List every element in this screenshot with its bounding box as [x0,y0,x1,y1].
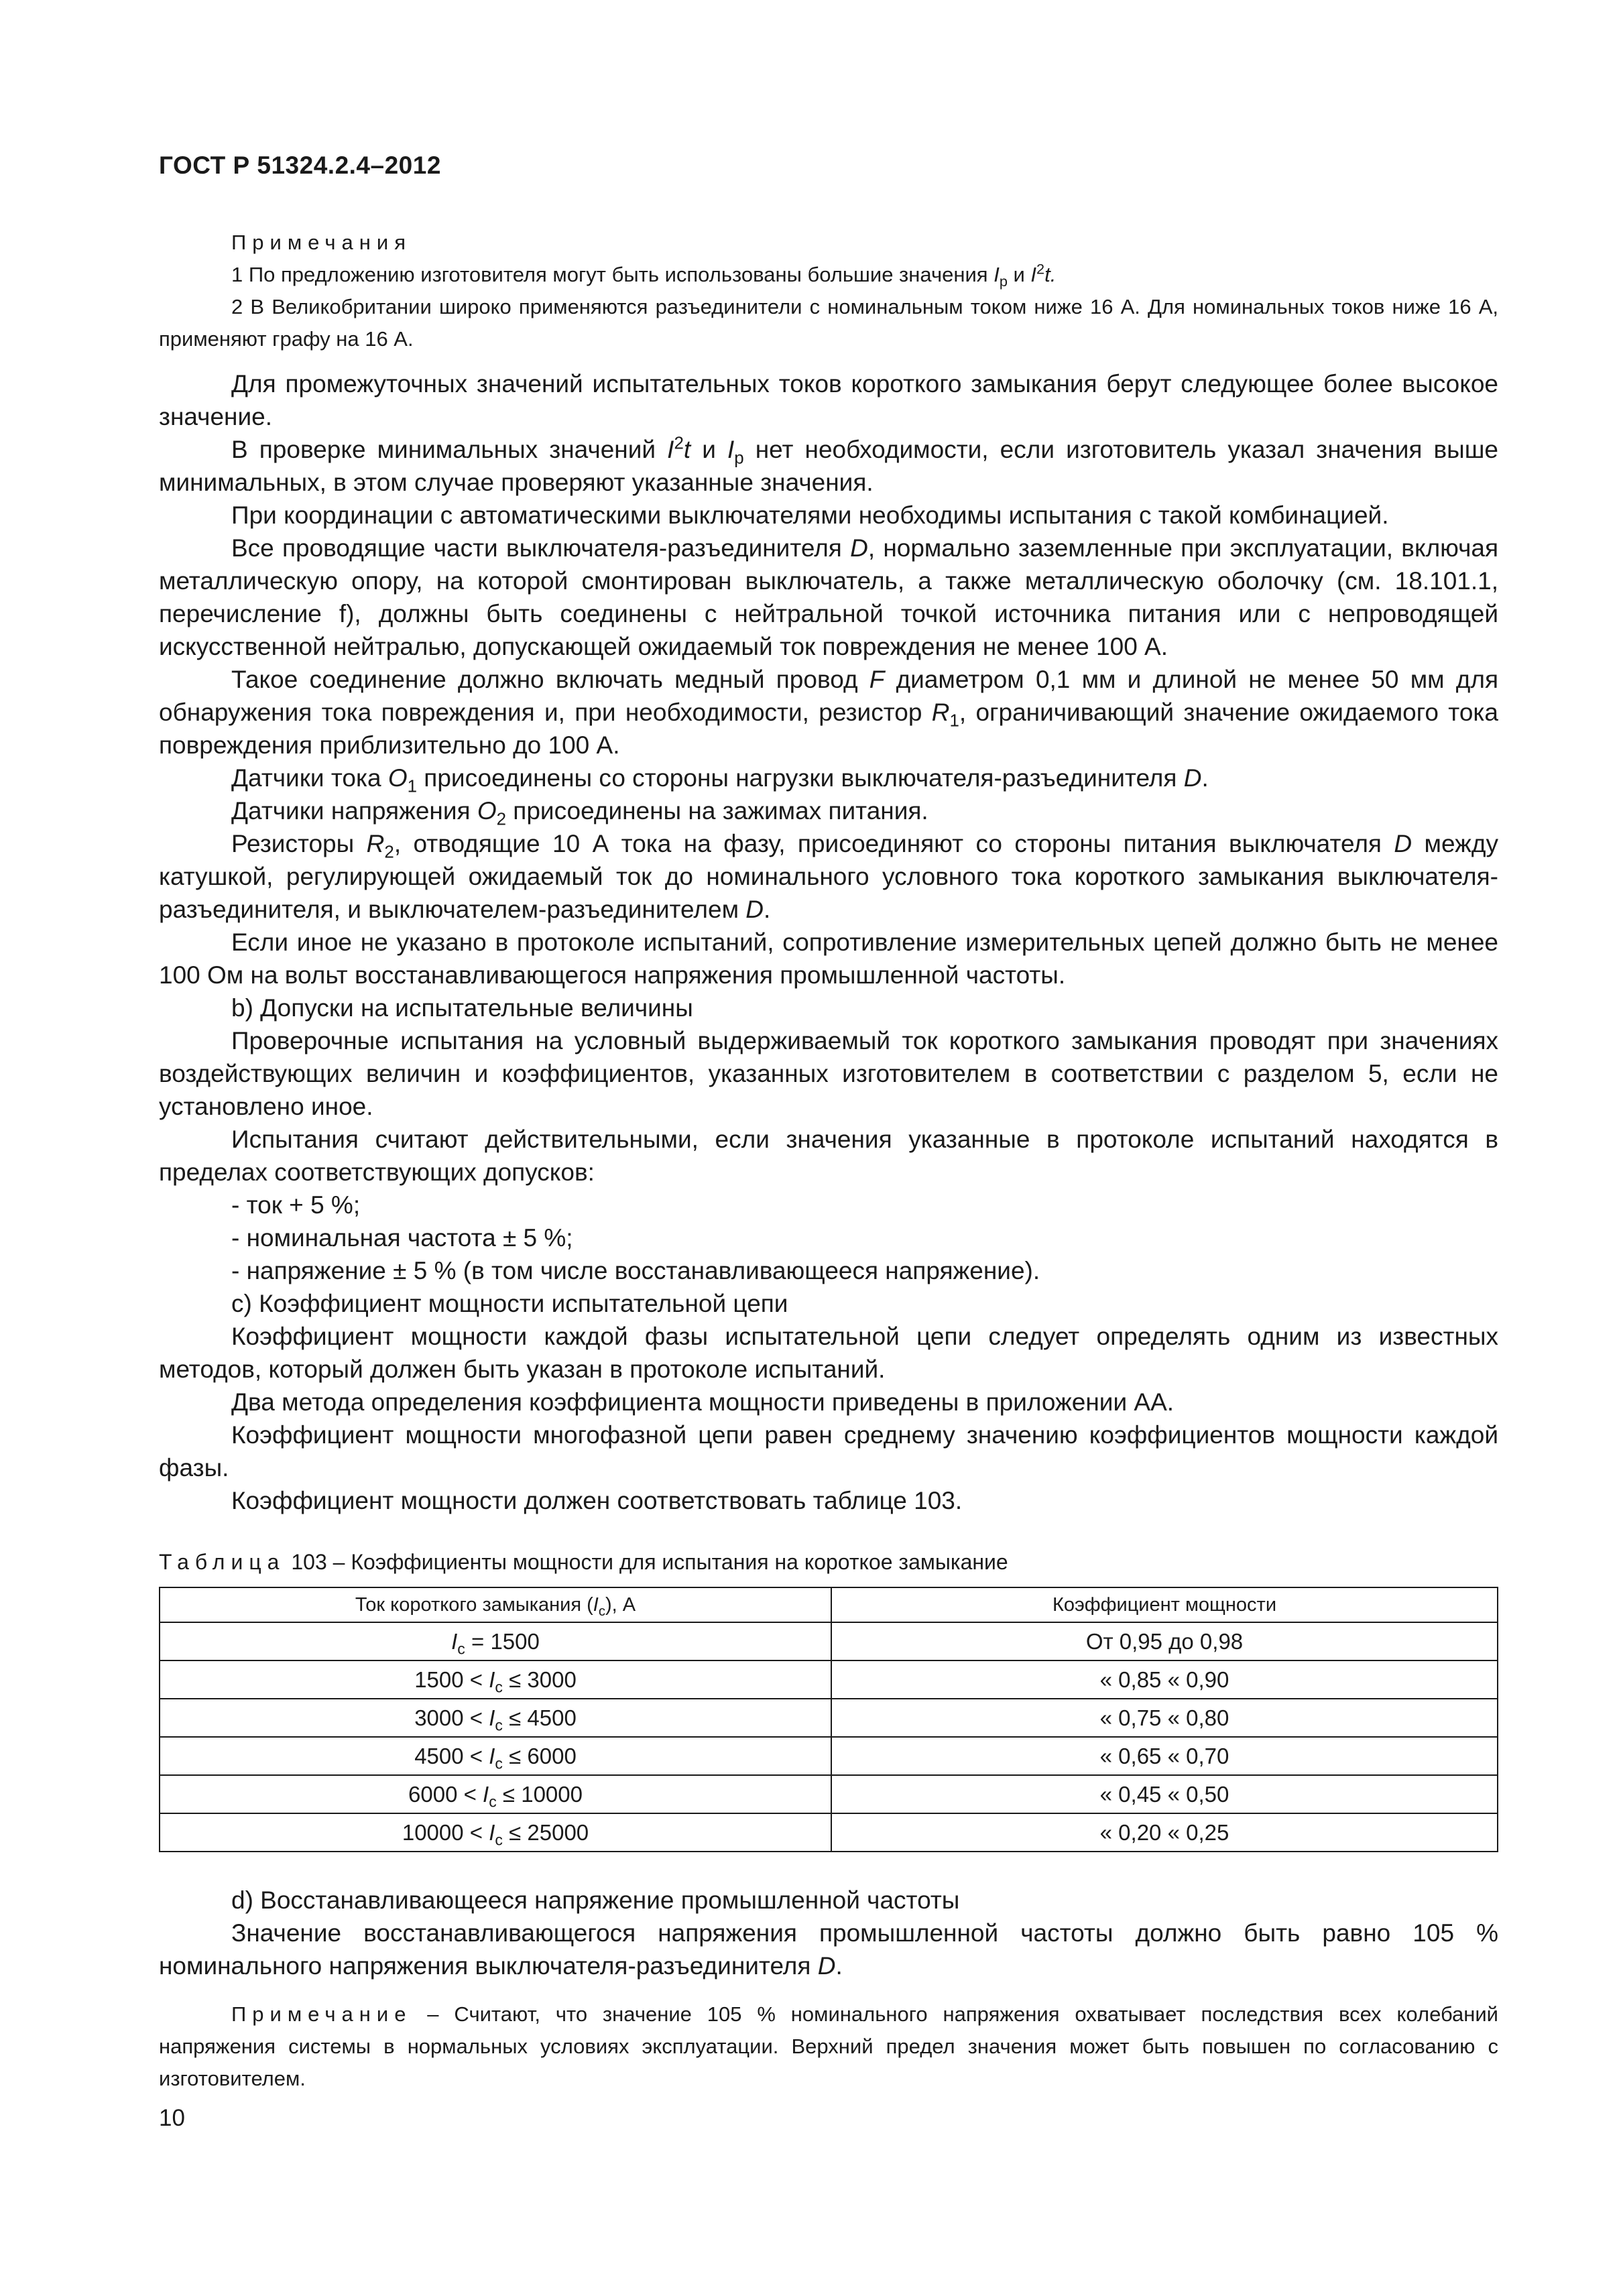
paragraph: При координации с автоматическими выключателями необходимы испытания с такой комбинацией. [231,501,1389,529]
paragraph: Датчики тока $O_1$ присоединены со стороны нагрузки выключателя-разъединителя D. [231,764,1209,796]
paragraph: Резисторы $R_2$, отводящие 10 А тока на фазу, присоединяют со стороны питания выключателя D между катушкой, регулирующей ожидаемый ток до номинального условного тока короткого замыкания выключателя-разъединителя, и выключателем-разъединителем D. [159,830,1498,923]
note-bottom: Примечание – Считают, что значение 105 % номинального напряжения охватывает последствия всех колебаний напряжения системы в нормальных условиях эксплуатации. Верхний предел значения может быть повышен по согласованию с изготовителем. [159,2002,1498,2090]
paragraph: Значение восстанавливающегося напряжения промышленной частоты должно быть равно 105 % номинального напряжения выключателя-разъединителя D. [159,1919,1498,1980]
notes-title: Примечания [231,231,412,254]
table-caption: Таблица 103 – Коэффициенты мощности для испытания на короткое замыкание [159,1550,1008,1574]
table-cell-current: $10000 < I_c \le 25000$ [160,1813,831,1852]
column-header-current: Ток короткого замыкания $(I_c)$, А [160,1587,831,1622]
list-item: - номинальная частота ± 5 %; [231,1224,573,1252]
list-item: - напряжение ± 5 % (в том числе восстанавливающееся напряжение). [231,1257,1040,1284]
table-cell-power-factor: « 0,85 « 0,90 [831,1660,1498,1699]
note-2: 2 В Великобритании широко применяются разъединители с номинальным током ниже 16 А. Для номинальных токов ниже 16 А, применяют графу на 16 А. [159,295,1498,351]
power-factor-table [159,1587,1498,1852]
table-cell-current: $I_c = 1500$ [160,1622,831,1660]
note-1: 1 По предложению изготовителя могут быть использованы большие значения $I_p$ и $I^2t$. [231,260,1057,290]
table-row [160,1775,1498,1813]
paragraph: В проверке минимальных значений $I^2t$ и $I_p$ нет необходимости, если изготовитель указал значения выше минимальных, в этом случае проверяют указанные значения. [159,434,1499,496]
table-row [160,1813,1498,1852]
table-cell-current: $1500 < I_c \le 3000$ [160,1660,831,1699]
paragraph: Все проводящие части выключателя-разъединителя D, нормально заземленные при эксплуатации, включая металлическую опору, на которой смонтирован выключатель, а также металлическую оболочку (см. 18.101.1, перечисление f), должны быть соединены с нейтральной точкой источника питания или с непроводящей искусственной нейтралью, допускающей ожидаемый ток повреждения не менее 100 А. [159,534,1498,660]
document-header: ГОСТ Р 51324.2.4–2012 [159,152,441,179]
table-row [160,1660,1498,1699]
table-cell-power-factor: « 0,75 « 0,80 [831,1699,1498,1737]
table-cell-power-factor: « 0,65 « 0,70 [831,1737,1498,1775]
table-header-row [160,1587,1498,1622]
paragraph: Датчики напряжения $O_2$ присоединены на зажимах питания. [231,797,928,829]
table-row [160,1699,1498,1737]
section-heading: c) Коэффициент мощности испытательной цепи [231,1290,788,1317]
paragraph: Коэффициент мощности многофазной цепи равен среднему значению коэффициентов мощности каждой фазы. [159,1421,1498,1482]
notes-block [159,227,1498,355]
section-heading: b) Допуски на испытательные величины [231,994,693,1022]
paragraph: Коэффициент мощности каждой фазы испытательной цепи следует определять одним из известных методов, который должен быть указан в протоколе испытаний. [159,1323,1498,1383]
table-row [160,1737,1498,1775]
table-cell-current: $4500 < I_c \le 6000$ [160,1737,831,1775]
list-item: - ток + 5 %; [231,1191,361,1219]
table-cell-power-factor: « 0,20 « 0,25 [831,1813,1498,1852]
document-page [159,0,1498,2296]
table-cell-current: $6000 < I_c \le 10000$ [160,1775,831,1813]
column-header-power-factor: Коэффициент мощности [831,1587,1498,1622]
paragraph: Коэффициент мощности должен соответствовать таблице 103. [231,1487,963,1514]
table-row [160,1622,1498,1660]
table-cell-power-factor: « 0,45 « 0,50 [831,1775,1498,1813]
section-heading: d) Восстанавливающееся напряжение промышленной частоты [231,1886,960,1914]
paragraph: Испытания считают действительными, если значения указанные в протоколе испытаний находятся в пределах соответствующих допусков: [159,1126,1498,1186]
paragraph: Проверочные испытания на условный выдерживаемый ток короткого замыкания проводят при значениях воздействующих величин и коэффициентов, указанных изготовителем в соответствии с разделом 5, если не установлено иное. [159,1027,1498,1120]
section-d [159,1884,1498,1982]
table-cell-power-factor: От 0,95 до 0,98 [831,1622,1498,1660]
paragraph: Такое соединение должно включать медный провод F диаметром 0,1 мм и длиной не менее 50 мм для обнаружения тока повреждения и, при необходимости, резистор $R_1$, ограничивающий значение ожидаемого тока повреждения приблизительно до 100 А. [159,666,1498,759]
page-number: 10 [159,2105,185,2131]
body-text [159,367,1498,1517]
paragraph: Два метода определения коэффициента мощности приведены в приложении АА. [231,1388,1175,1416]
table-cell-current: $3000 < I_c \le 4500$ [160,1699,831,1737]
paragraph: Если иное не указано в протоколе испытаний, сопротивление измерительных цепей должно быть не менее 100 Ом на вольт восстанавливающегося напряжения промышленной частоты. [159,928,1498,989]
paragraph: Для промежуточных значений испытательных токов короткого замыкания берут следующее более высокое значение. [159,370,1498,430]
